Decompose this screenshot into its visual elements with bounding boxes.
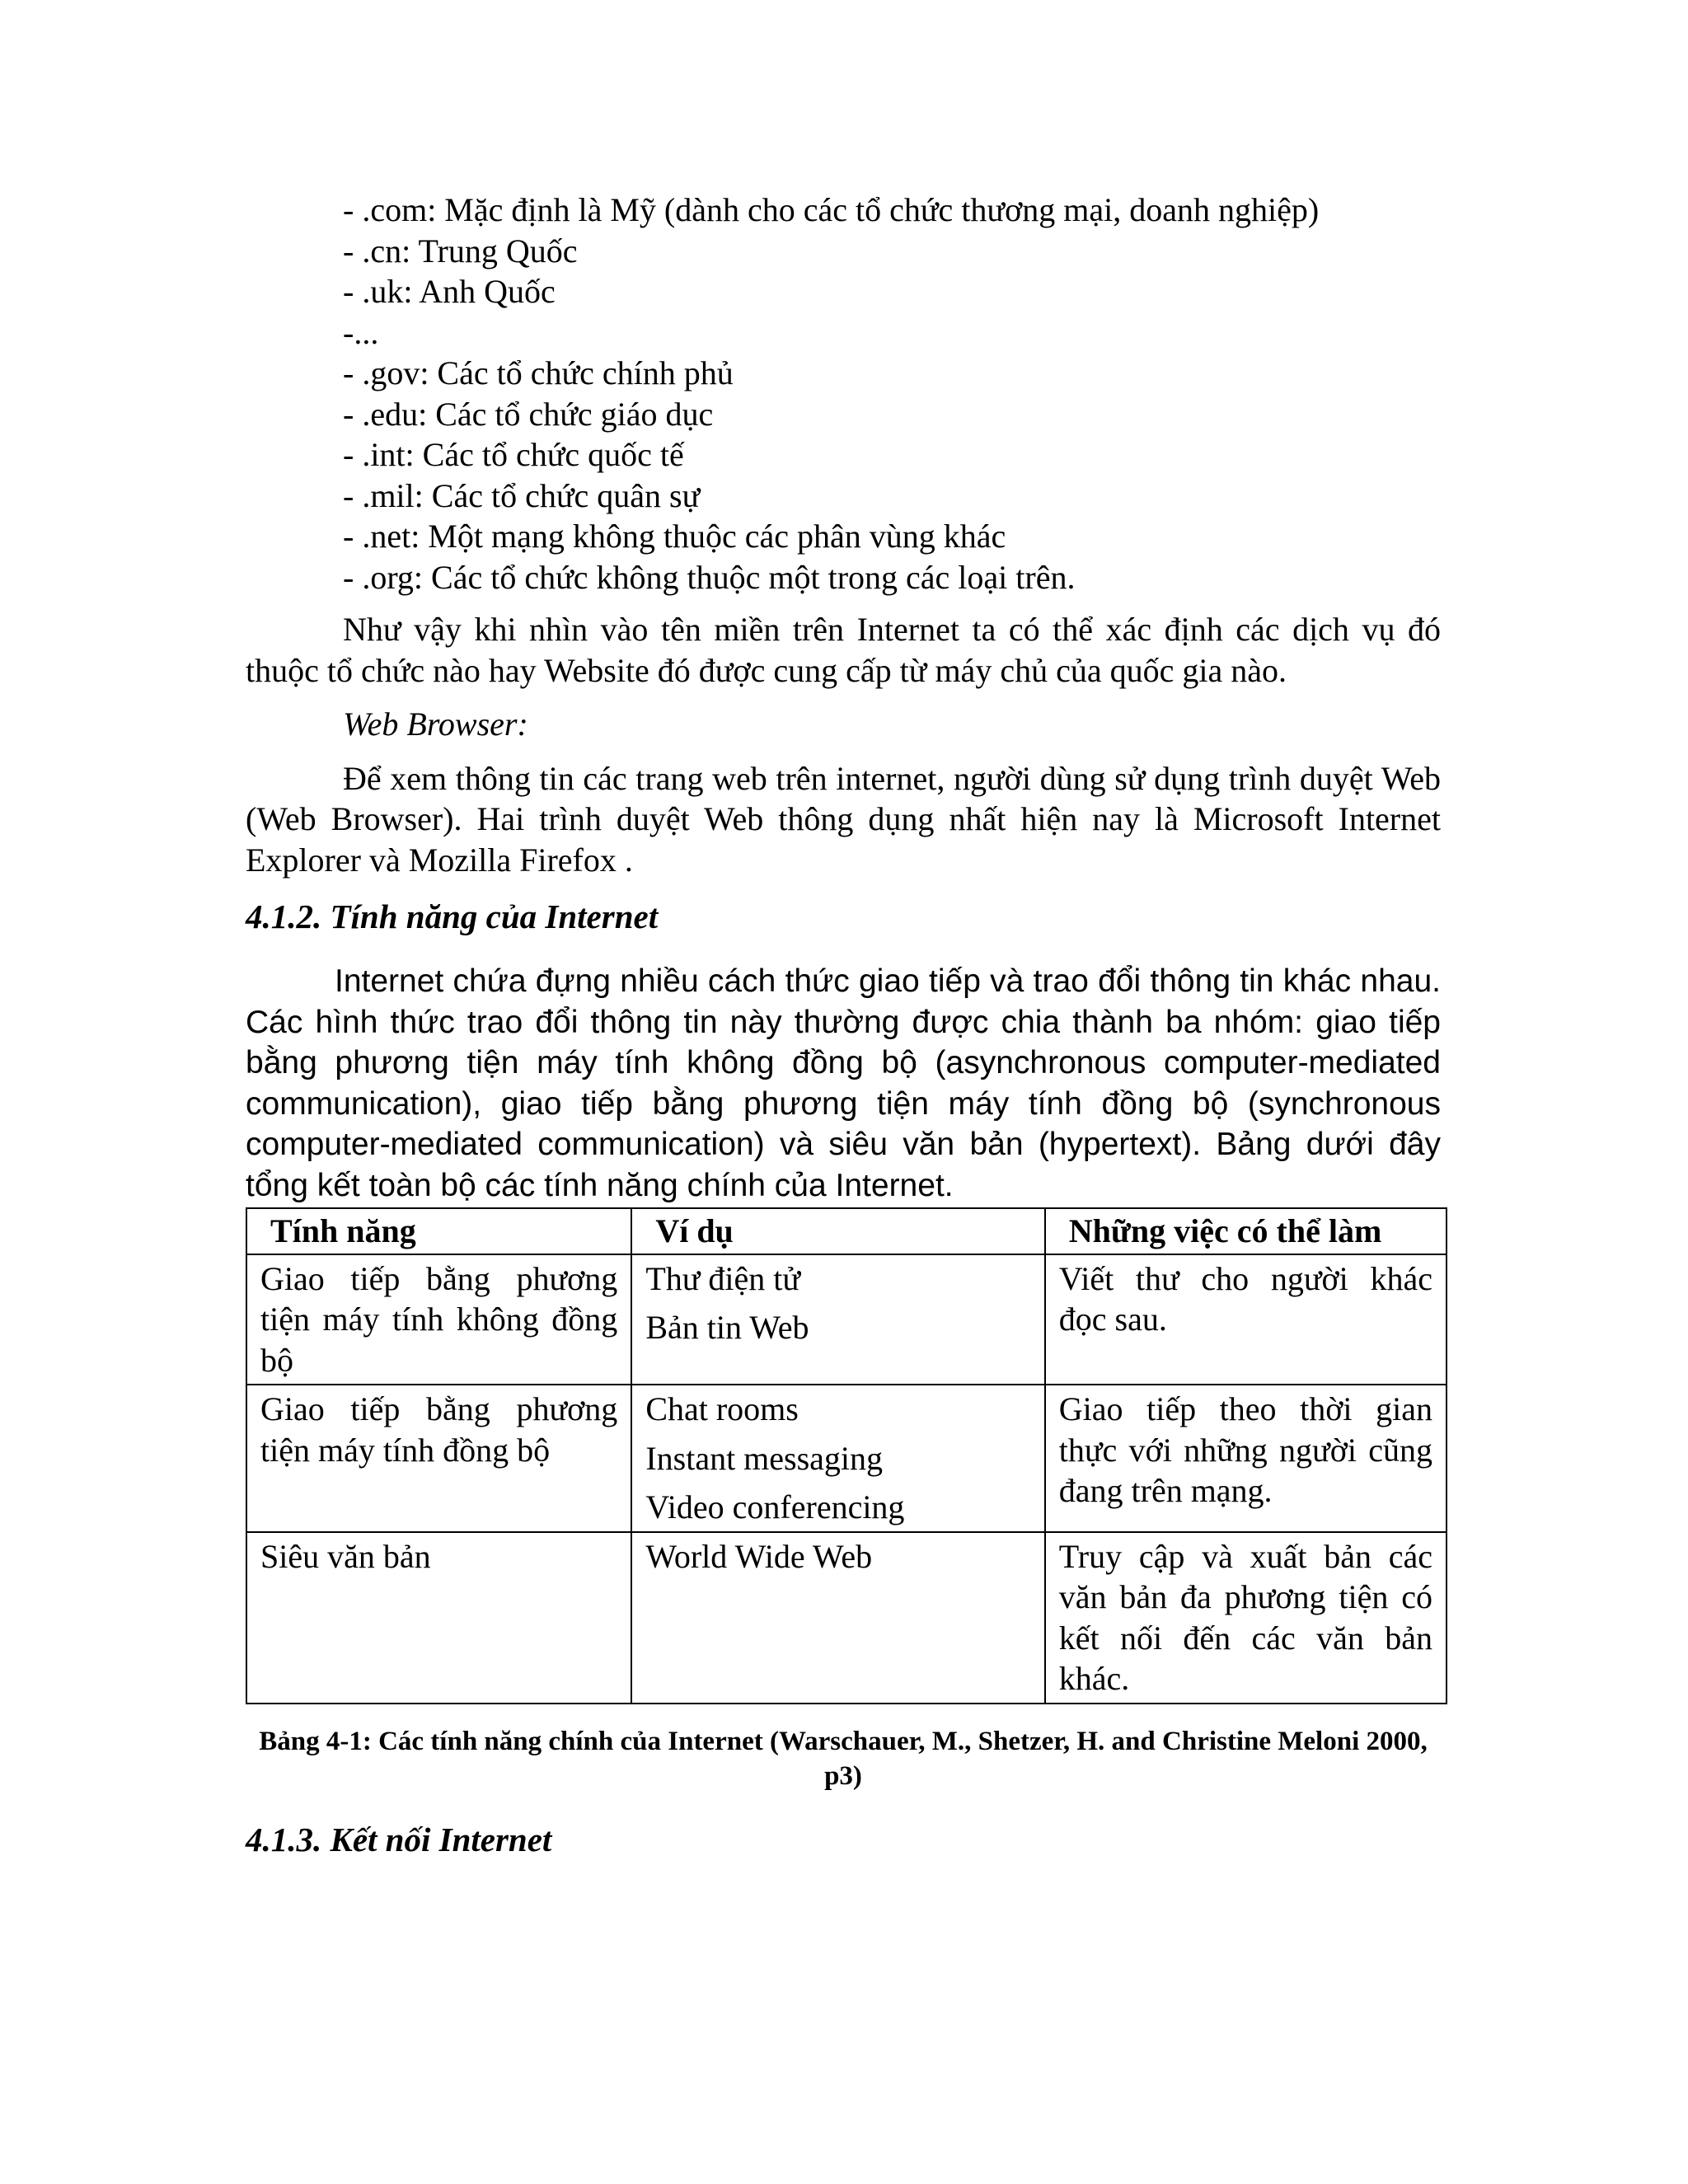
table-cell-feature: Giao tiếp bằng phương tiện máy tính không đồng bộ bbox=[246, 1254, 631, 1385]
example-item: Thư điện tử bbox=[645, 1259, 801, 1297]
list-item: - .org: Các tổ chức không thuộc một trong các loại trên. bbox=[343, 558, 1076, 596]
table-header-uses: Những việc có thể làm bbox=[1045, 1208, 1447, 1254]
features-table bbox=[246, 1207, 1447, 1704]
list-item: - .int: Các tổ chức quốc tế bbox=[343, 436, 684, 473]
domain-summary-paragraph: Như vậy khi nhìn vào tên miền trên Internet ta có thể xác định các dịch vụ đó thuộc tổ chức nào hay Website đó được cung cấp từ máy chủ của quốc gia nào. bbox=[246, 611, 1441, 689]
web-browser-paragraph: Để xem thông tin các trang web trên internet, người dùng sử dụng trình duyệt Web (Web Browser). Hai trình duyệt Web thông dụng nhất hiện nay là Microsoft Internet Explorer và Mozilla Firefox . bbox=[246, 759, 1441, 879]
list-item: - .com: Mặc định là Mỹ (dành cho các tổ chức thương mại, doanh nghiệp) bbox=[343, 191, 1320, 228]
list-item: - .gov: Các tổ chức chính phủ bbox=[343, 354, 734, 391]
list-item: - .edu: Các tổ chức giáo dục bbox=[343, 395, 714, 433]
features-paragraph: Internet chứa đựng nhiều cách thức giao tiếp và trao đổi thông tin khác nhau. Các hình thức trao đổi thông tin này thường được chia thành ba nhóm: giao tiếp bằng phương tiện máy tính không đồng bộ (asynchronous computer-mediated communication), giao tiếp bằng phương tiện máy tính đồng bộ (synchronous computer-mediated communication) và siêu văn bản (hypertext). Bảng dưới đây tổng kết toàn bộ các tính năng chính của Internet. bbox=[246, 963, 1441, 1203]
example-item: Video conferencing bbox=[645, 1488, 905, 1526]
document-page bbox=[246, 190, 1441, 1861]
domain-suffix-list bbox=[343, 190, 1441, 598]
table-cell-uses: Viết thư cho người khác đọc sau. bbox=[1045, 1254, 1447, 1385]
list-item: -... bbox=[343, 313, 379, 351]
table-cell-feature: Giao tiếp bằng phương tiện máy tính đồng bộ bbox=[246, 1385, 631, 1532]
table-cell-examples bbox=[631, 1532, 1044, 1704]
table-row bbox=[246, 1385, 1447, 1532]
table-header-feature: Tính năng bbox=[246, 1208, 631, 1254]
example-item: Bản tin Web bbox=[645, 1309, 809, 1346]
table-header-row bbox=[246, 1208, 1447, 1254]
table-row bbox=[246, 1254, 1447, 1385]
list-item: - .mil: Các tổ chức quân sự bbox=[343, 476, 701, 514]
section-4-1-3-heading: 4.1.3. Kết nối Internet bbox=[246, 1820, 552, 1858]
table-cell-examples bbox=[631, 1254, 1044, 1385]
table-cell-examples bbox=[631, 1385, 1044, 1532]
section-4-1-2-heading: 4.1.2. Tính năng của Internet bbox=[246, 898, 659, 935]
example-item: Instant messaging bbox=[645, 1439, 884, 1477]
table-cell-uses: Truy cập và xuất bản các văn bản đa phương tiện có kết nối đến các văn bản khác. bbox=[1045, 1532, 1447, 1704]
example-item: World Wide Web bbox=[645, 1537, 873, 1575]
table-header-example: Ví dụ bbox=[631, 1208, 1044, 1254]
table-caption: Bảng 4-1: Các tính năng chính của Internet (Warschauer, M., Shetzer, H. and Christine Meloni 2000, p3) bbox=[259, 1726, 1428, 1791]
example-item: Chat rooms bbox=[645, 1390, 799, 1427]
table-cell-feature: Siêu văn bản bbox=[246, 1532, 631, 1704]
web-browser-label: Web Browser: bbox=[343, 705, 528, 743]
list-item: - .net: Một mạng không thuộc các phân vùng khác bbox=[343, 518, 1006, 555]
table-row bbox=[246, 1532, 1447, 1704]
list-item: - .cn: Trung Quốc bbox=[343, 232, 578, 269]
list-item: - .uk: Anh Quốc bbox=[343, 273, 556, 310]
table-cell-uses: Giao tiếp theo thời gian thực với những người cũng đang trên mạng. bbox=[1045, 1385, 1447, 1532]
